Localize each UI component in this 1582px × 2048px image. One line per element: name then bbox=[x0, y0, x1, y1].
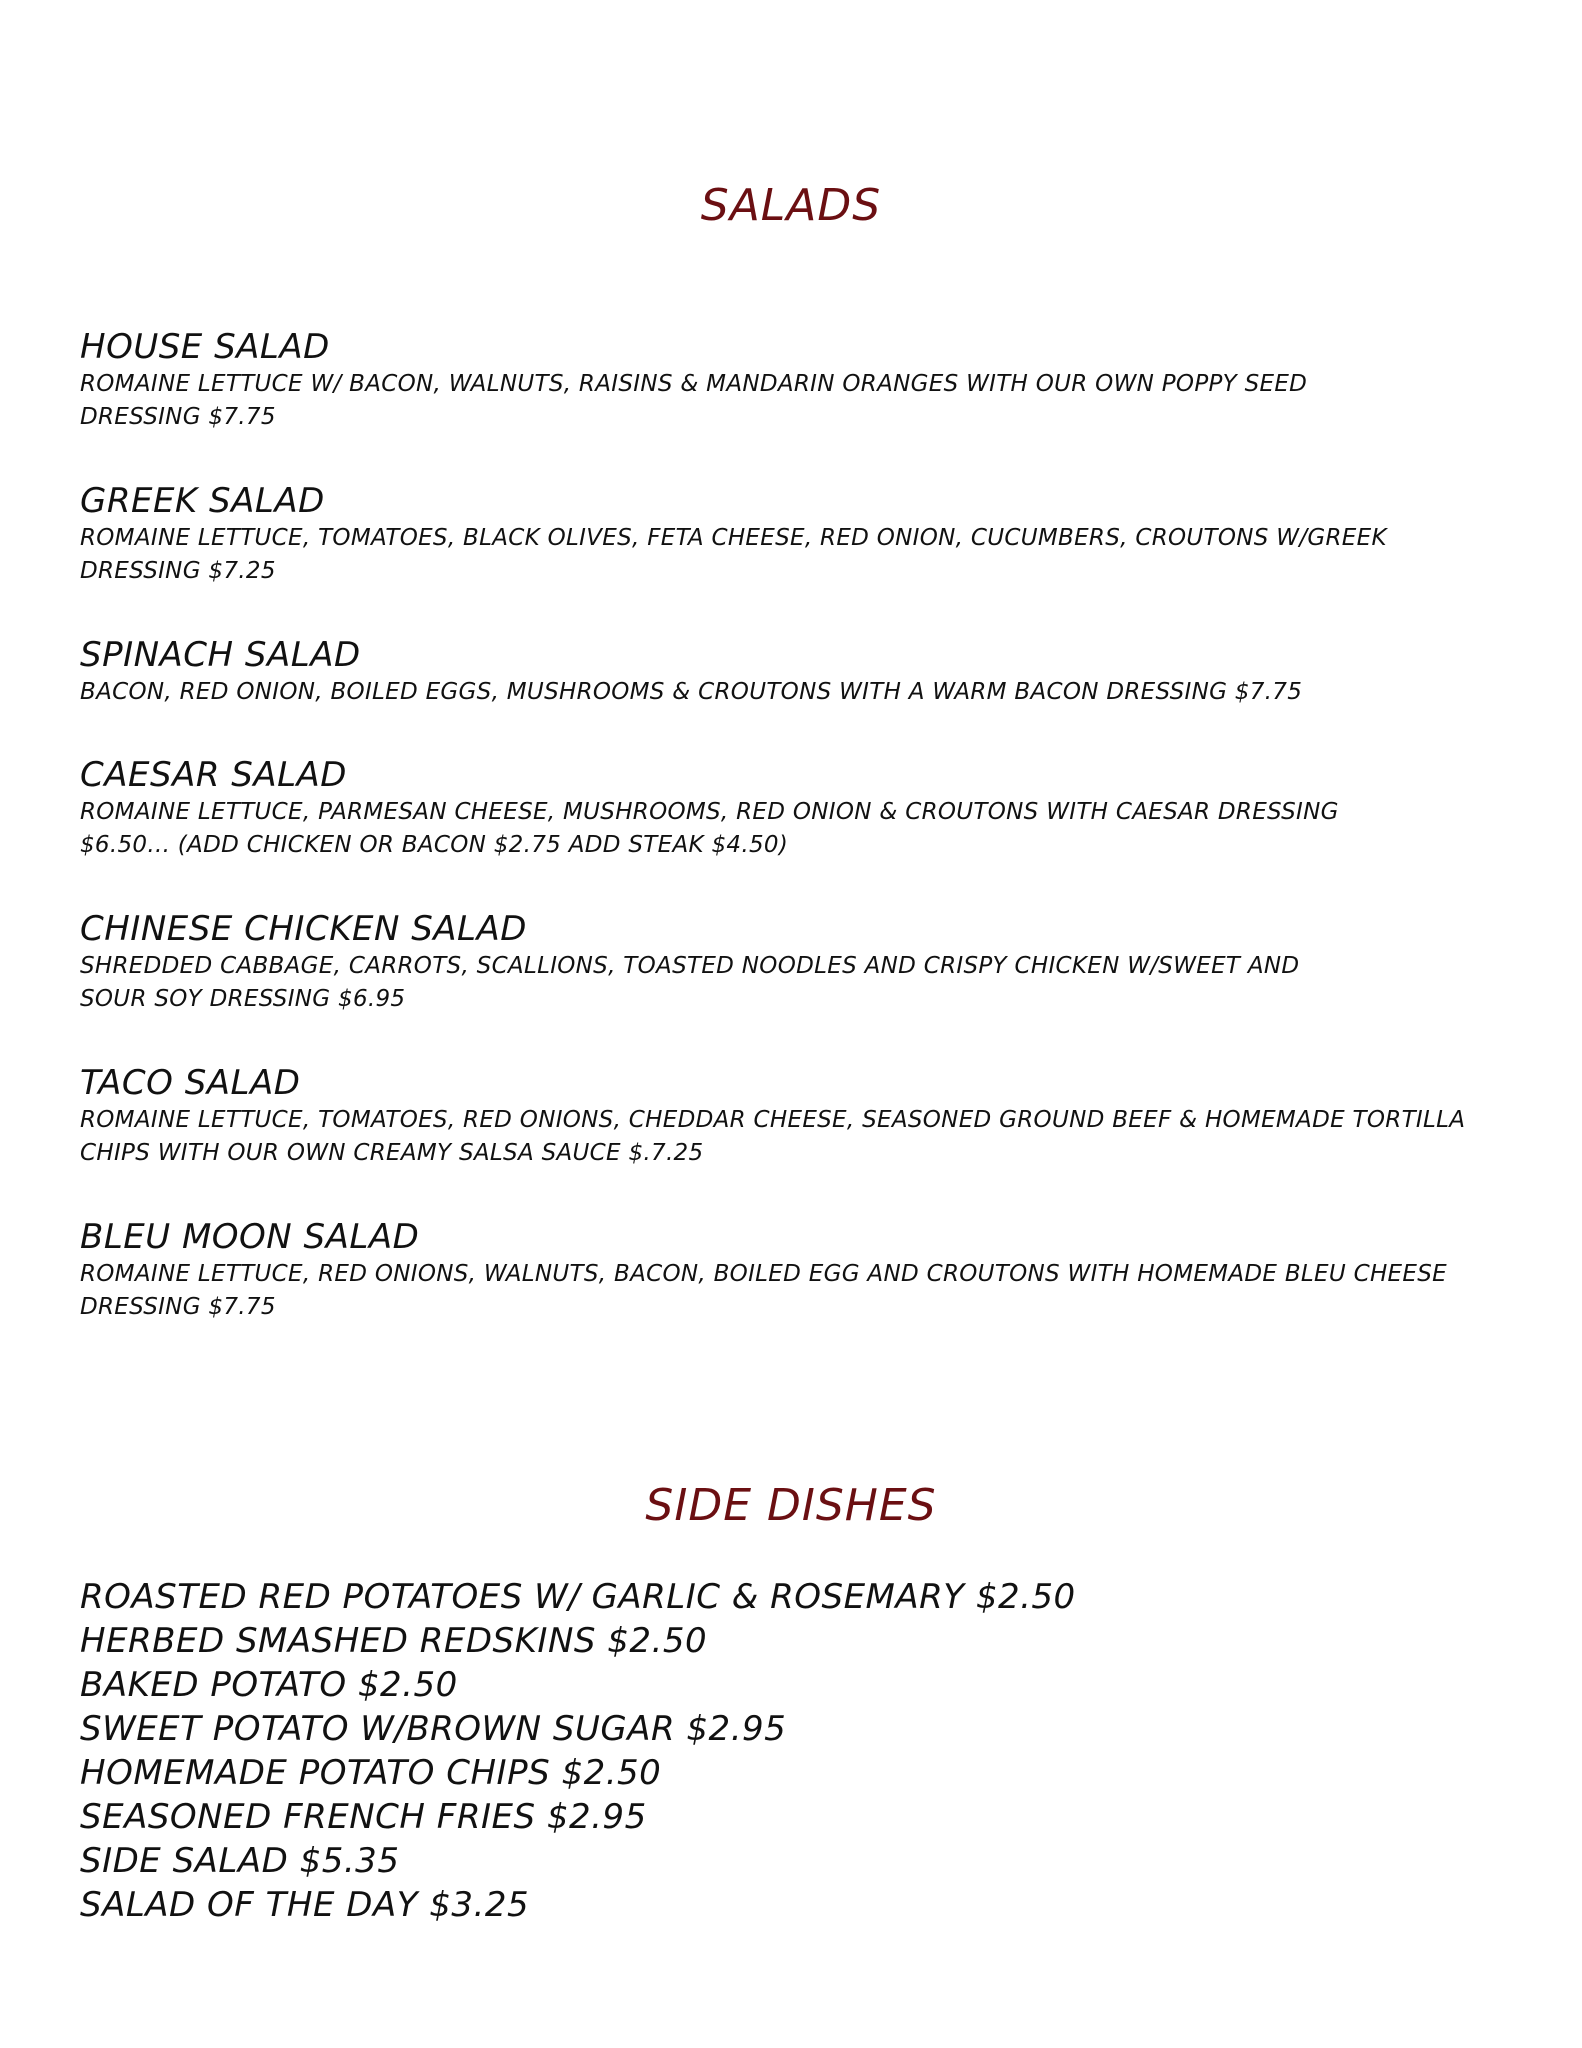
side-dishes-section-title: SIDE DISHES bbox=[645, 1480, 937, 1531]
salad-name: GREEK SALAD bbox=[80, 481, 325, 521]
salad-name: CAESAR SALAD bbox=[80, 755, 347, 795]
side-dish-item: HOMEMADE POTATO CHIPS $2.50 bbox=[80, 1753, 662, 1793]
salad-description: ROMAINE LETTUCE, RED ONIONS, WALNUTS, BACON, BOILED EGG AND CROUTONS WITH HOMEMADE BLEU CHEESE DRESSING $7.75 bbox=[80, 1261, 1447, 1320]
salad-name: SPINACH SALAD bbox=[80, 635, 361, 675]
side-dish-item: BAKED POTATO $2.50 bbox=[80, 1665, 458, 1705]
salad-name: HOUSE SALAD bbox=[80, 327, 330, 367]
salad-description: SHREDDED CABBAGE, CARROTS, SCALLIONS, TOASTED NOODLES AND CRISPY CHICKEN W/SWEET AND SOUR SOY DRESSING $6.95 bbox=[80, 953, 1300, 1012]
side-dish-item: ROASTED RED POTATOES W/ GARLIC & ROSEMARY $2.50 bbox=[80, 1577, 1076, 1617]
salad-item-chinese-chicken bbox=[80, 908, 1520, 1062]
side-dish-item: SIDE SALAD $5.35 bbox=[80, 1841, 400, 1881]
salad-item-greek bbox=[80, 480, 1520, 634]
salad-description: ROMAINE LETTUCE, TOMATOES, RED ONIONS, CHEDDAR CHEESE, SEASONED GROUND BEEF & HOMEMADE TORTILLA CHIPS WITH OUR OWN CREAMY SALSA SAUCE $.7.25 bbox=[80, 1107, 1466, 1166]
salad-description: ROMAINE LETTUCE, PARMESAN CHEESE, MUSHROOMS, RED ONION & CROUTONS WITH CAESAR DRESSING $6.50... (ADD CHICKEN OR BACON $2.75 ADD STEAK $4.50) bbox=[80, 799, 1339, 858]
salad-item-spinach bbox=[80, 634, 1520, 754]
side-dish-item: SEASONED FRENCH FRIES $2.95 bbox=[80, 1797, 647, 1837]
salads-list bbox=[80, 326, 1520, 1370]
salad-name: BLEU MOON SALAD bbox=[80, 1217, 420, 1257]
salads-section-title: SALADS bbox=[700, 180, 882, 231]
salad-name: CHINESE CHICKEN SALAD bbox=[80, 909, 527, 949]
salad-description: BACON, RED ONION, BOILED EGGS, MUSHROOMS & CROUTONS WITH A WARM BACON DRESSING $7.75 bbox=[80, 679, 1303, 705]
side-dish-item: SALAD OF THE DAY $3.25 bbox=[80, 1885, 530, 1925]
salad-item-taco bbox=[80, 1062, 1520, 1216]
salad-name: TACO SALAD bbox=[80, 1063, 301, 1103]
salad-description: ROMAINE LETTUCE W/ BACON, WALNUTS, RAISINS & MANDARIN ORANGES WITH OUR OWN POPPY SEED DRESSING $7.75 bbox=[80, 371, 1308, 430]
salad-item-house bbox=[80, 326, 1520, 480]
salad-item-bleu-moon bbox=[80, 1216, 1520, 1370]
side-dishes-list bbox=[80, 1575, 1480, 1927]
salad-description: ROMAINE LETTUCE, TOMATOES, BLACK OLIVES, FETA CHEESE, RED ONION, CUCUMBERS, CROUTONS W/GREEK DRESSING $7.25 bbox=[80, 525, 1387, 584]
side-dish-item: SWEET POTATO W/BROWN SUGAR $2.95 bbox=[80, 1709, 787, 1749]
salad-item-caesar bbox=[80, 754, 1520, 908]
side-dish-item: HERBED SMASHED REDSKINS $2.50 bbox=[80, 1621, 708, 1661]
